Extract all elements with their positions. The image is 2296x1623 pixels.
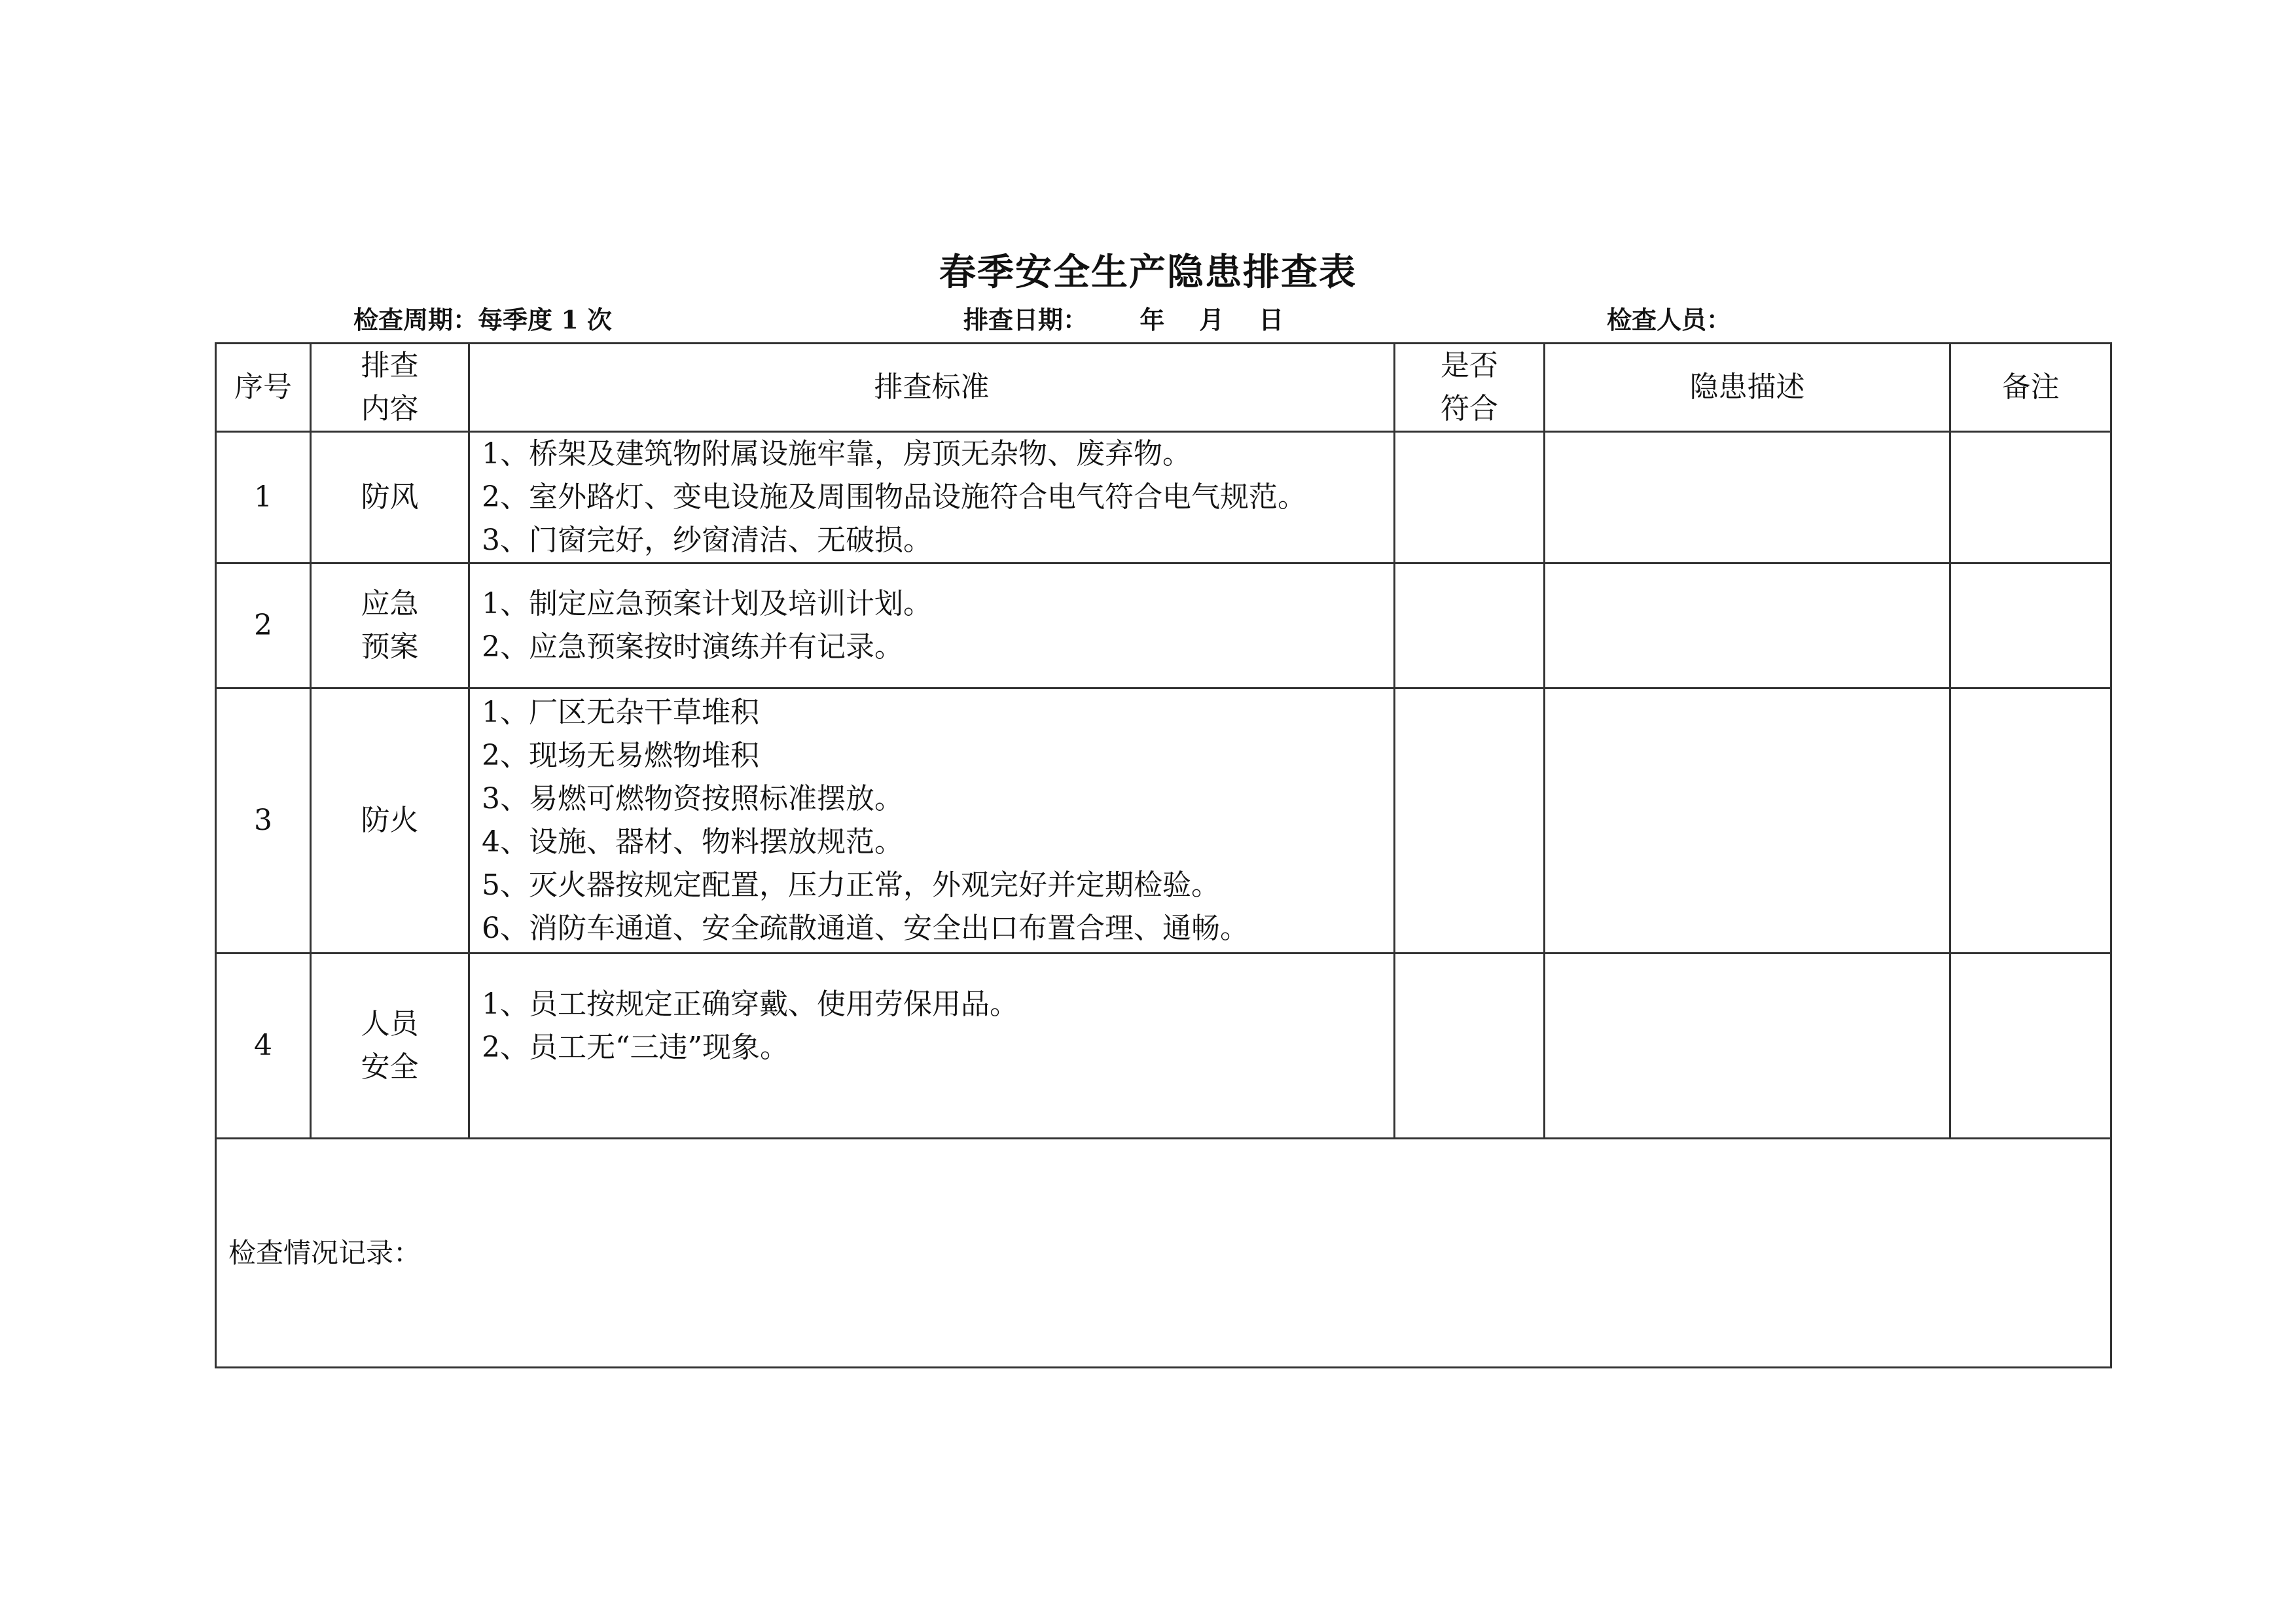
row-item-line: 应急: [361, 587, 419, 620]
row-seq: 4: [216, 954, 311, 1139]
table-row: [216, 688, 2111, 954]
row-item-line: 防风: [361, 480, 419, 514]
header-comply-line: 是否: [1441, 349, 1498, 382]
standard-line: 4、设施、器材、物料摆放规范。: [482, 825, 903, 859]
comply-cell[interactable]: [1395, 954, 1545, 1139]
inspection-table: [215, 342, 2112, 1368]
row-item-line: 防火: [361, 804, 419, 837]
header-remark: 备注: [1950, 344, 2111, 432]
standard-line: 2、员工无“三违”现象。: [482, 1031, 789, 1064]
row-seq: 1: [216, 432, 311, 563]
record-label: 检查情况记录：: [228, 1236, 422, 1269]
table-row: [216, 432, 2111, 563]
row-standards: [469, 432, 1395, 563]
record-cell[interactable]: [216, 1139, 2111, 1368]
standard-line: 2、应急预案按时演练并有记录。: [482, 630, 903, 664]
row-seq: 3: [216, 688, 311, 954]
header-hazard: 隐患描述: [1545, 344, 1950, 432]
page-title: 春季安全生产隐患排查表: [939, 251, 1357, 294]
row-item: [311, 432, 469, 563]
comply-cell[interactable]: [1395, 563, 1545, 688]
table-row: [216, 563, 2111, 688]
table-row: [216, 954, 2111, 1139]
remark-cell[interactable]: [1950, 432, 2111, 563]
row-item-line: 预案: [361, 630, 419, 664]
remark-cell[interactable]: [1950, 688, 2111, 954]
remark-cell[interactable]: [1950, 954, 2111, 1139]
row-item: [311, 563, 469, 688]
row-standards: [469, 688, 1395, 954]
remark-cell[interactable]: [1950, 563, 2111, 688]
row-item: [311, 954, 469, 1139]
inspection-date: 排查日期： 年 月 日: [963, 305, 1284, 334]
standard-line: 2、室外路灯、变电设施及周围物品设施符合电气符合电气规范。: [482, 480, 1306, 514]
row-standards: [469, 563, 1395, 688]
inspector-label: 检查人员：: [1607, 305, 1732, 334]
row-item: [311, 688, 469, 954]
header-item-line: 排查: [361, 349, 419, 382]
row-item-line: 安全: [361, 1050, 419, 1084]
header-standard: 排查标准: [469, 344, 1395, 432]
hazard-cell[interactable]: [1545, 954, 1950, 1139]
standard-line: 5、灭火器按规定配置，压力正常，外观完好并定期检验。: [482, 868, 1220, 902]
row-item-line: 人员: [361, 1007, 419, 1041]
standard-line: 6、消防车通道、安全疏散通道、安全出口布置合理、通畅。: [482, 912, 1249, 945]
comply-cell[interactable]: [1395, 688, 1545, 954]
hazard-cell[interactable]: [1545, 563, 1950, 688]
hazard-cell[interactable]: [1545, 688, 1950, 954]
standard-line: 2、现场无易燃物堆积: [482, 739, 759, 772]
standard-line: 3、易燃可燃物资按照标准摆放。: [482, 782, 903, 815]
row-seq: 2: [216, 563, 311, 688]
hazard-cell[interactable]: [1545, 432, 1950, 563]
standard-line: 1、制定应急预案计划及培训计划。: [482, 587, 932, 620]
record-row: [216, 1139, 2111, 1368]
header-comply-line: 符合: [1441, 392, 1498, 425]
standard-line: 1、厂区无杂干草堆积: [482, 696, 759, 729]
header-seq: 序号: [216, 344, 311, 432]
comply-cell[interactable]: [1395, 432, 1545, 563]
header-item: [311, 344, 469, 432]
header-comply: [1395, 344, 1545, 432]
header-row: [216, 344, 2111, 432]
row-standards: [469, 954, 1395, 1139]
standard-line: 1、桥架及建筑物附属设施牢靠，房顶无杂物、废弃物。: [482, 437, 1191, 471]
standard-line: 1、员工按规定正确穿戴、使用劳保用品。: [482, 988, 1018, 1021]
inspection-period: 检查周期：每季度 1 次: [353, 305, 612, 334]
standard-line: 3、门窗完好，纱窗清洁、无破损。: [482, 524, 932, 557]
header-item-line: 内容: [361, 392, 419, 425]
